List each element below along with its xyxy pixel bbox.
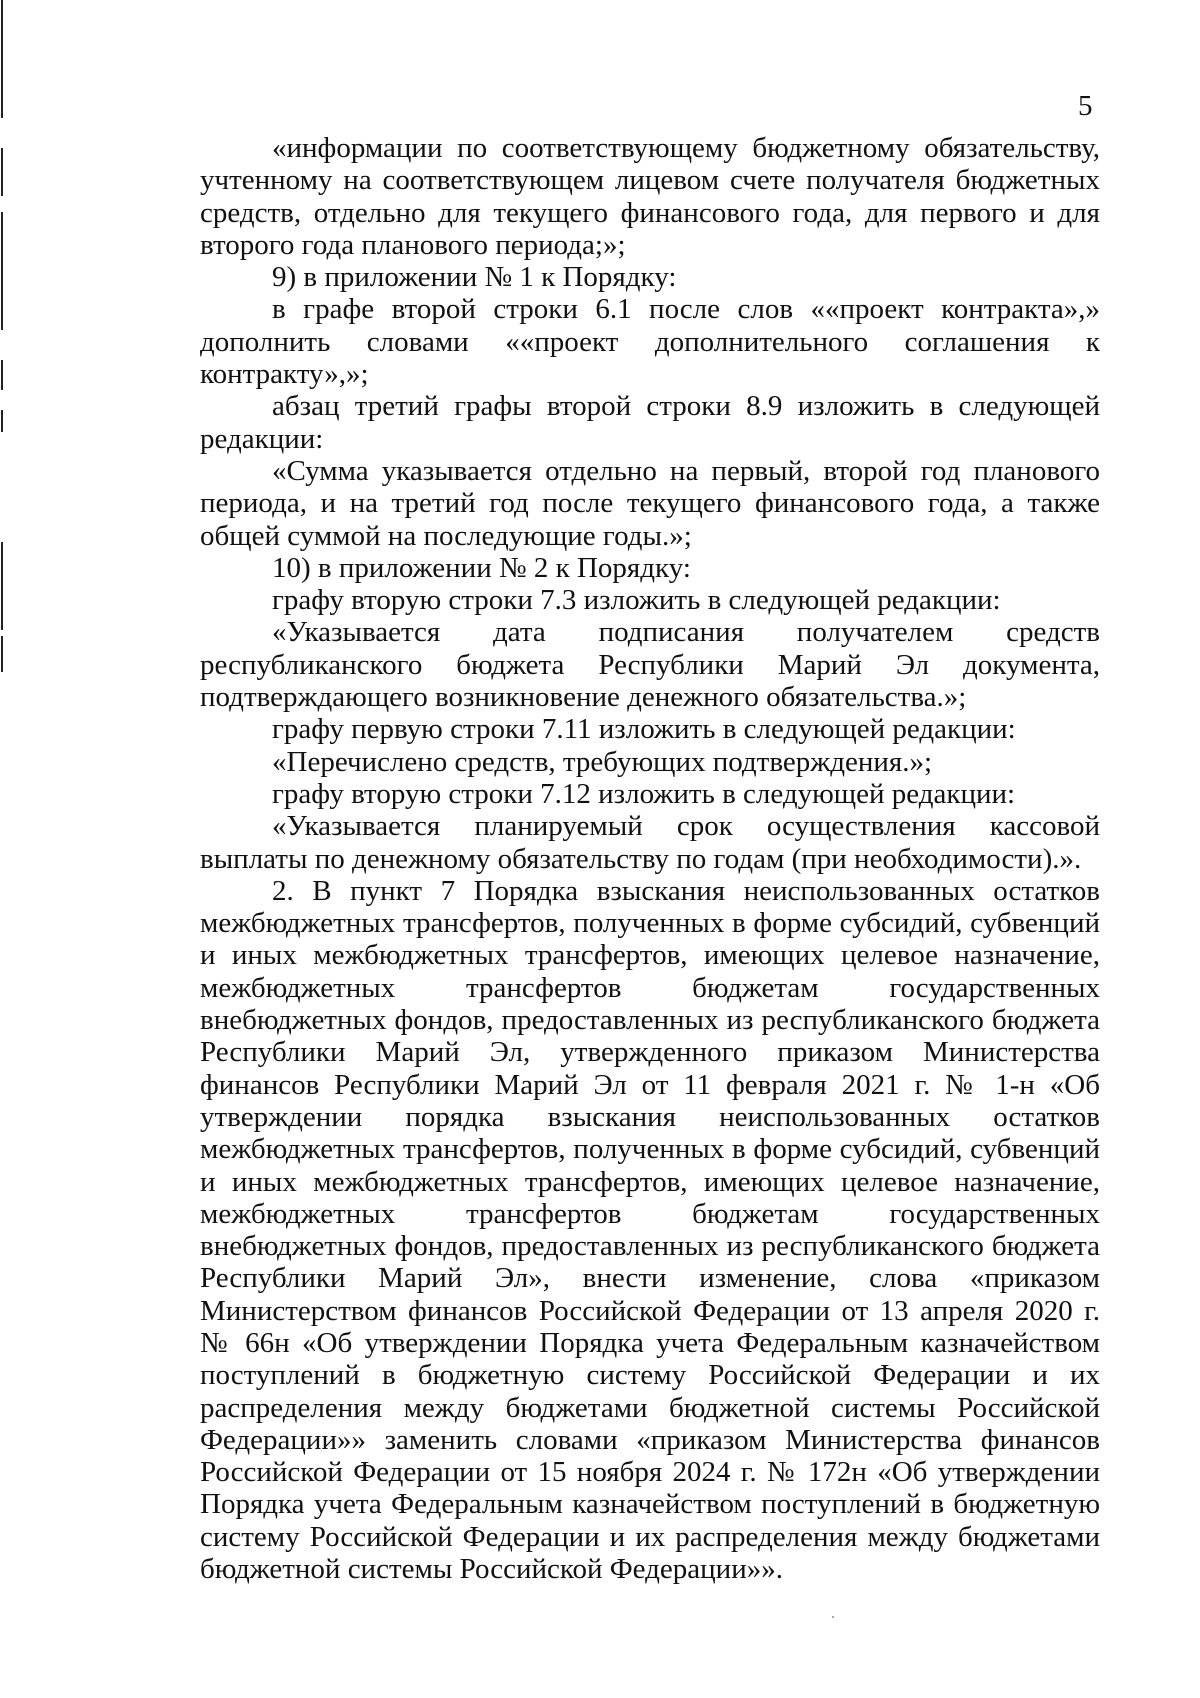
paragraph: 9) в приложении № 1 к Порядку: (272, 261, 677, 294)
scan-edge-mark (1, 542, 3, 630)
scan-edge-mark (1, 0, 3, 118)
scan-edge-mark (1, 636, 3, 672)
document-body (200, 132, 1100, 1585)
paragraph: графу вторую строки 7.12 изложить в следующей редакции: (272, 777, 1016, 810)
paragraph: абзац третий графы второй строки 8.9 изложить в следующей редакции: (200, 390, 1100, 455)
paragraph: 10) в приложении № 2 к Порядку: (272, 551, 691, 584)
page-number: 5 (1078, 90, 1093, 122)
scan-speck (832, 1616, 834, 1618)
scan-edge-mark (1, 410, 3, 432)
scan-edge-mark (1, 360, 3, 390)
paragraph: «Сумма указывается отдельно на первый, второй год планового периода, и на третий год после текущего финансового года, а также общей суммой на последующие годы.»; (200, 454, 1100, 552)
paragraph: «Указывается планируемый срок осуществления кассовой выплаты по денежному обязательству по годам (при необходимости).». (200, 810, 1100, 875)
paragraph: в графе второй строки 6.1 после слов ««проект контракта»,» дополнить словами ««проект дополнительного соглашения к контракту»,»; (200, 293, 1100, 391)
scan-edge-mark (1, 148, 3, 196)
paragraph: «Перечислено средств, требующих подтверждения.»; (272, 745, 933, 778)
scan-edge-mark (1, 212, 3, 330)
paragraph: 2. В пункт 7 Порядка взыскания неиспользованных остатков межбюджетных трансфертов, полученных в форме субсидий, субвенций и иных межбюджетных трансфертов, имеющих целевое назначение, межбюджетных трансфертов бюджетам государственных внебюджетных фондов, предоставленных из республиканского бюджета Республики Марий Эл, утвержденного приказом Министерства финансов Республики Марий Эл от 11 февраля 2021 г. № 1-н «Об утверждении порядка взыскания неиспользованных остатков межбюджетных трансфертов, полученных в форме субсидий, субвенций и иных межбюджетных трансфертов, имеющих целевое назначение, межбюджетных трансфертов бюджетам государственных внебюджетных фондов, предоставленных из республиканского бюджета Республики Марий Эл», внести изменение, слова «приказом Министерством финансов Российской Федерации от 13 апреля 2020 г. № 66н «Об утверждении Порядка учета Федеральным казначейством поступлений в бюджетную систему Российской Федерации и их распределения между бюджетами бюджетной системы Российской Федерации»» заменить словами «приказом Министерства финансов Российской Федерации от 15 ноября 2024 г. № 172н «Об утверждении Порядка учета Федеральным казначейством поступлений в бюджетную систему Российской Федерации и их распределения между бюджетами бюджетной системы Российской Федерации»». (200, 874, 1100, 1586)
paragraph: графу первую строки 7.11 изложить в следующей редакции: (272, 713, 1016, 746)
paragraph: «информации по соответствующему бюджетному обязательству, учтенному на соответствующем лицевом счете получателя бюджетных средств, отдельно для текущего финансового года, для первого и для второго года планового периода;»; (200, 132, 1100, 261)
paragraph: графу вторую строки 7.3 изложить в следующей редакции: (272, 584, 1001, 617)
paragraph: «Указывается дата подписания получателем средств республиканского бюджета Республики Марий Эл документа, подтверждающего возникновение денежного обязательства.»; (200, 616, 1100, 714)
